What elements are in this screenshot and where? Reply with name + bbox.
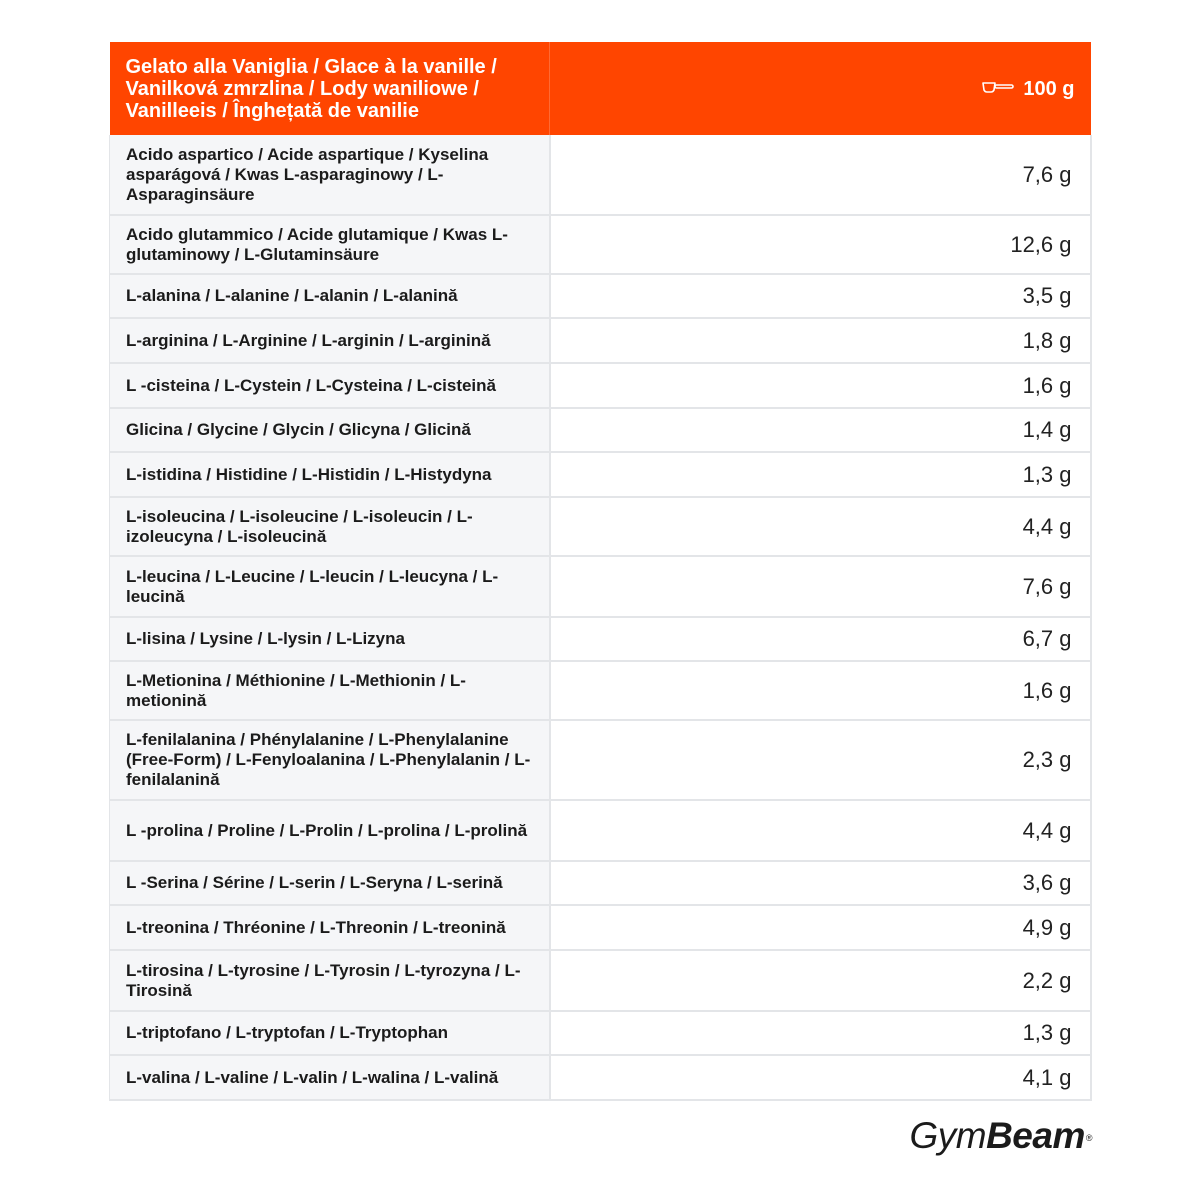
nutrient-name: L-tirosina / L-tyrosine / L-Tyrosin / L-tyrozyna / L-Tirosină bbox=[110, 950, 550, 1011]
nutrient-name: L-arginina / L-Arginine / L-arginin / L-arginină bbox=[110, 318, 550, 363]
table-row bbox=[110, 905, 1091, 950]
nutrient-value: 1,3 g bbox=[550, 1011, 1091, 1055]
table-row bbox=[110, 661, 1091, 720]
nutrient-value: 7,6 g bbox=[550, 556, 1091, 617]
nutrient-name: L -cisteina / L-Cystein / L-Cysteina / L-cisteină bbox=[110, 363, 550, 408]
nutrient-name: Glicina / Glycine / Glycin / Glicyna / Glicină bbox=[110, 408, 550, 452]
nutrient-name: L-istidina / Histidine / L-Histidin / L-Histydyna bbox=[110, 452, 550, 497]
scoop-icon bbox=[981, 77, 1015, 99]
logo-gym: Gym bbox=[909, 1115, 987, 1156]
table-row bbox=[110, 1055, 1091, 1100]
table-row bbox=[110, 497, 1091, 556]
header-product-name: Gelato alla Vaniglia / Glace à la vanille / Vanilková zmrzlina / Lody waniliowe / Vanilleeis / Înghețată de vanilie bbox=[110, 42, 550, 135]
nutrient-value: 1,4 g bbox=[550, 408, 1091, 452]
table-row bbox=[110, 363, 1091, 408]
nutrient-value: 1,3 g bbox=[550, 452, 1091, 497]
nutrient-name: L -Serina / Sérine / L-serin / L-Seryna / L-serină bbox=[110, 861, 550, 905]
nutrient-value: 12,6 g bbox=[550, 215, 1091, 274]
table-row bbox=[110, 318, 1091, 363]
table-row bbox=[110, 1011, 1091, 1055]
nutrient-name: L-treonina / Thréonine / L-Threonin / L-treonină bbox=[110, 905, 550, 950]
table-row bbox=[110, 861, 1091, 905]
nutrient-name: L-isoleucina / L-isoleucine / L-isoleucin / L-izoleucyna / L-isoleucină bbox=[110, 497, 550, 556]
nutrient-name: L-valina / L-valine / L-valin / L-walina / L-valină bbox=[110, 1055, 550, 1100]
nutrient-name: L-triptofano / L-tryptofan / L-Tryptophan bbox=[110, 1011, 550, 1055]
table-row bbox=[110, 274, 1091, 318]
table-header-row bbox=[110, 42, 1091, 135]
header-serving-label: 100 g bbox=[1023, 77, 1075, 100]
nutrient-value: 4,4 g bbox=[550, 800, 1091, 861]
nutrient-value: 3,6 g bbox=[550, 861, 1091, 905]
nutrient-name: L-leucina / L-Leucine / L-leucin / L-leucyna / L-leucină bbox=[110, 556, 550, 617]
table-row bbox=[110, 408, 1091, 452]
nutrient-name: L -prolina / Proline / L-Prolin / L-prolina / L-prolină bbox=[110, 800, 550, 861]
nutrient-name: L-fenilalanina / Phénylalanine / L-Phenylalanine (Free-Form) / L-Fenyloalanina / L-Phenylalanin / L-fenilalanină bbox=[110, 720, 550, 800]
gymbeam-logo bbox=[909, 1116, 1092, 1156]
nutrient-name: Acido aspartico / Acide aspartique / Kyselina asparágová / Kwas L-asparaginowy / L-Asparaginsäure bbox=[110, 135, 550, 215]
table-row bbox=[110, 800, 1091, 861]
nutrient-value: 1,6 g bbox=[550, 363, 1091, 408]
nutrient-value: 4,4 g bbox=[550, 497, 1091, 556]
logo-beam: Beam bbox=[986, 1115, 1085, 1156]
table-row bbox=[110, 950, 1091, 1011]
nutrient-value: 3,5 g bbox=[550, 274, 1091, 318]
nutrient-value: 1,6 g bbox=[550, 661, 1091, 720]
table-row bbox=[110, 720, 1091, 800]
logo-registered-mark: ® bbox=[1085, 1133, 1092, 1143]
nutrient-name: L-Metionina / Méthionine / L-Methionin / L-metionină bbox=[110, 661, 550, 720]
nutrient-name: Acido glutammico / Acide glutamique / Kwas L-glutaminowy / L-Glutaminsäure bbox=[110, 215, 550, 274]
nutrient-name: L-lisina / Lysine / L-lysin / L-Lizyna bbox=[110, 617, 550, 661]
table-row bbox=[110, 452, 1091, 497]
table-row bbox=[110, 215, 1091, 274]
nutrient-value: 4,1 g bbox=[550, 1055, 1091, 1100]
header-serving bbox=[550, 42, 1091, 135]
nutrient-value: 6,7 g bbox=[550, 617, 1091, 661]
table-row bbox=[110, 556, 1091, 617]
nutrient-value: 1,8 g bbox=[550, 318, 1091, 363]
table-row bbox=[110, 135, 1091, 215]
nutrient-value: 2,3 g bbox=[550, 720, 1091, 800]
nutrient-name: L-alanina / L-alanine / L-alanin / L-alanină bbox=[110, 274, 550, 318]
nutrient-value: 2,2 g bbox=[550, 950, 1091, 1011]
table-row bbox=[110, 617, 1091, 661]
amino-acid-table bbox=[109, 42, 1092, 1101]
nutrient-value: 7,6 g bbox=[550, 135, 1091, 215]
nutrient-value: 4,9 g bbox=[550, 905, 1091, 950]
